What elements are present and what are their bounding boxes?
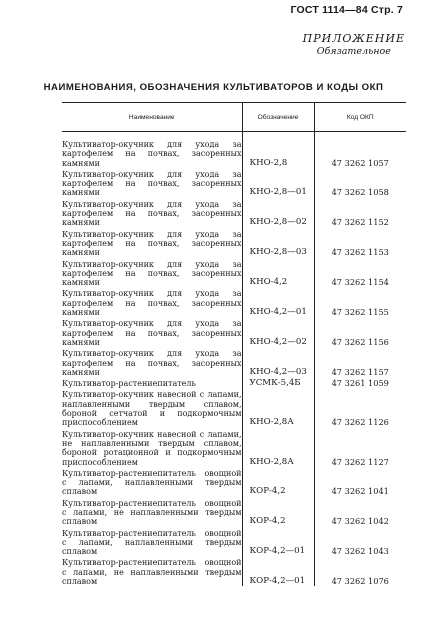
cell-code: 47 3262 1057 bbox=[314, 132, 406, 168]
cell-designation: КНО-4,2—01 bbox=[242, 287, 314, 317]
cell-name: Культиватор-окучник для ухода за картофелем на почвах, засоренных камнями bbox=[62, 229, 242, 258]
table-row bbox=[62, 317, 406, 347]
cell-designation: КНО-2,8 bbox=[242, 132, 314, 168]
cell-name: Культиватор-окучник для ухода за картофелем на почвах, засоренных камнями bbox=[62, 169, 242, 198]
table-row bbox=[62, 347, 406, 377]
table-row bbox=[62, 428, 406, 467]
table-row bbox=[62, 467, 406, 497]
cell-name: Культиватор-окучник для ухода за картофелем на почвах, засоренных камнями bbox=[62, 349, 242, 377]
cell-name: Культиватор-окучник навесной с лапами, не наплавленными твердым сплавом, бороной ротационной и подкормочным приспособлением bbox=[62, 429, 242, 467]
document-title: НАИМЕНОВАНИЯ, ОБОЗНАЧЕНИЯ КУЛЬТИВАТОРОВ И КОДЫ ОКП bbox=[43, 82, 384, 93]
table-row bbox=[62, 258, 406, 288]
cell-code: 47 3262 1154 bbox=[314, 258, 406, 288]
cell-code: 47 3262 1076 bbox=[314, 556, 406, 586]
table-row bbox=[62, 168, 406, 198]
cell-code: 47 3262 1058 bbox=[314, 168, 406, 198]
cell-name: Культиватор-растениепитатель овощной с лапами, не наплавленными твердым сплавом bbox=[62, 558, 242, 587]
appendix-label: ПРИЛОЖЕНИЕ bbox=[302, 32, 405, 45]
cell-code: 47 3262 1042 bbox=[314, 497, 406, 527]
page-header: ГОСТ 1114—84 Стр. 7 bbox=[290, 4, 403, 16]
cultivators-table bbox=[62, 102, 406, 586]
cell-name: Культиватор-растениепитатель овощной с лапами, не наплавленными твердым сплавом bbox=[62, 498, 242, 527]
cell-name: Культиватор-растениепитатель овощной с лапами, наплавленными твердым сплавом bbox=[62, 468, 242, 497]
cell-code: 47 3262 1043 bbox=[314, 527, 406, 557]
cell-designation: КОР-4,2 bbox=[242, 497, 314, 527]
table-row bbox=[62, 132, 406, 168]
cell-code: 47 3262 1126 bbox=[314, 388, 406, 427]
column-header-name: Наименование bbox=[62, 103, 242, 132]
cell-designation: КНО-2,8—03 bbox=[242, 228, 314, 258]
cell-name: Культиватор-окучник навесной с лапами, наплавленными твердым сплавом, бороной сетчатой и подкормочным приспособлением bbox=[62, 390, 242, 428]
table-row bbox=[62, 287, 406, 317]
cell-designation: УСМК-5,4Б bbox=[242, 377, 314, 388]
cell-designation: КОР-4,2—01 bbox=[242, 556, 314, 586]
cell-code: 47 3262 1127 bbox=[314, 428, 406, 467]
cell-code: 47 3262 1041 bbox=[314, 467, 406, 497]
cell-name: Культиватор-окучник для ухода за картофелем на почвах, засоренных камнями bbox=[62, 259, 242, 288]
table-row bbox=[62, 556, 406, 586]
column-header-code: Код ОКП bbox=[314, 103, 406, 132]
cell-designation: КНО-2,8—01 bbox=[242, 168, 314, 198]
table-row bbox=[62, 388, 406, 427]
cell-code: 47 3262 1156 bbox=[314, 317, 406, 347]
cell-designation: КНО-2,8—02 bbox=[242, 198, 314, 228]
table-header-row bbox=[62, 103, 406, 132]
cell-designation: КОР-4,2 bbox=[242, 467, 314, 497]
table-row bbox=[62, 377, 406, 388]
cell-name: Культиватор-окучник для ухода за картофелем на почвах, засоренных камнями bbox=[62, 319, 242, 347]
cell-code: 47 3261 1059 bbox=[314, 377, 406, 388]
cell-designation: КНО-4,2—02 bbox=[242, 317, 314, 347]
cell-code: 47 3262 1152 bbox=[314, 198, 406, 228]
cell-code: 47 3262 1153 bbox=[314, 228, 406, 258]
cell-name: Культиватор-растениепитатель bbox=[62, 379, 196, 389]
cell-code: 47 3262 1155 bbox=[314, 287, 406, 317]
table-row bbox=[62, 198, 406, 228]
cell-name: Культиватор-окучник для ухода за картофелем на почвах, засоренных камнями bbox=[62, 289, 242, 318]
table-row bbox=[62, 228, 406, 258]
cell-designation: КНО-2,8А bbox=[242, 428, 314, 467]
appendix-note: Обязательное bbox=[316, 46, 391, 57]
cell-designation: КНО-2,8А bbox=[242, 388, 314, 427]
cell-designation: КОР-4,2—01 bbox=[242, 527, 314, 557]
table-row bbox=[62, 497, 406, 527]
cell-name: Культиватор-растениепитатель овощной с лапами, наплавленными твердым сплавом bbox=[62, 528, 242, 557]
cell-designation: КНО-4,2—03 bbox=[242, 347, 314, 377]
cell-name: Культиватор-окучник для ухода за картофелем на почвах, засоренных камнями bbox=[62, 140, 242, 168]
cell-code: 47 3262 1157 bbox=[314, 347, 406, 377]
cell-designation: КНО-4,2 bbox=[242, 258, 314, 288]
cell-name: Культиватор-окучник для ухода за картофелем на почвах, засоренных камнями bbox=[62, 199, 242, 228]
table-row bbox=[62, 527, 406, 557]
column-header-designation: Обозначение bbox=[242, 103, 314, 132]
appendix-block bbox=[303, 32, 405, 57]
